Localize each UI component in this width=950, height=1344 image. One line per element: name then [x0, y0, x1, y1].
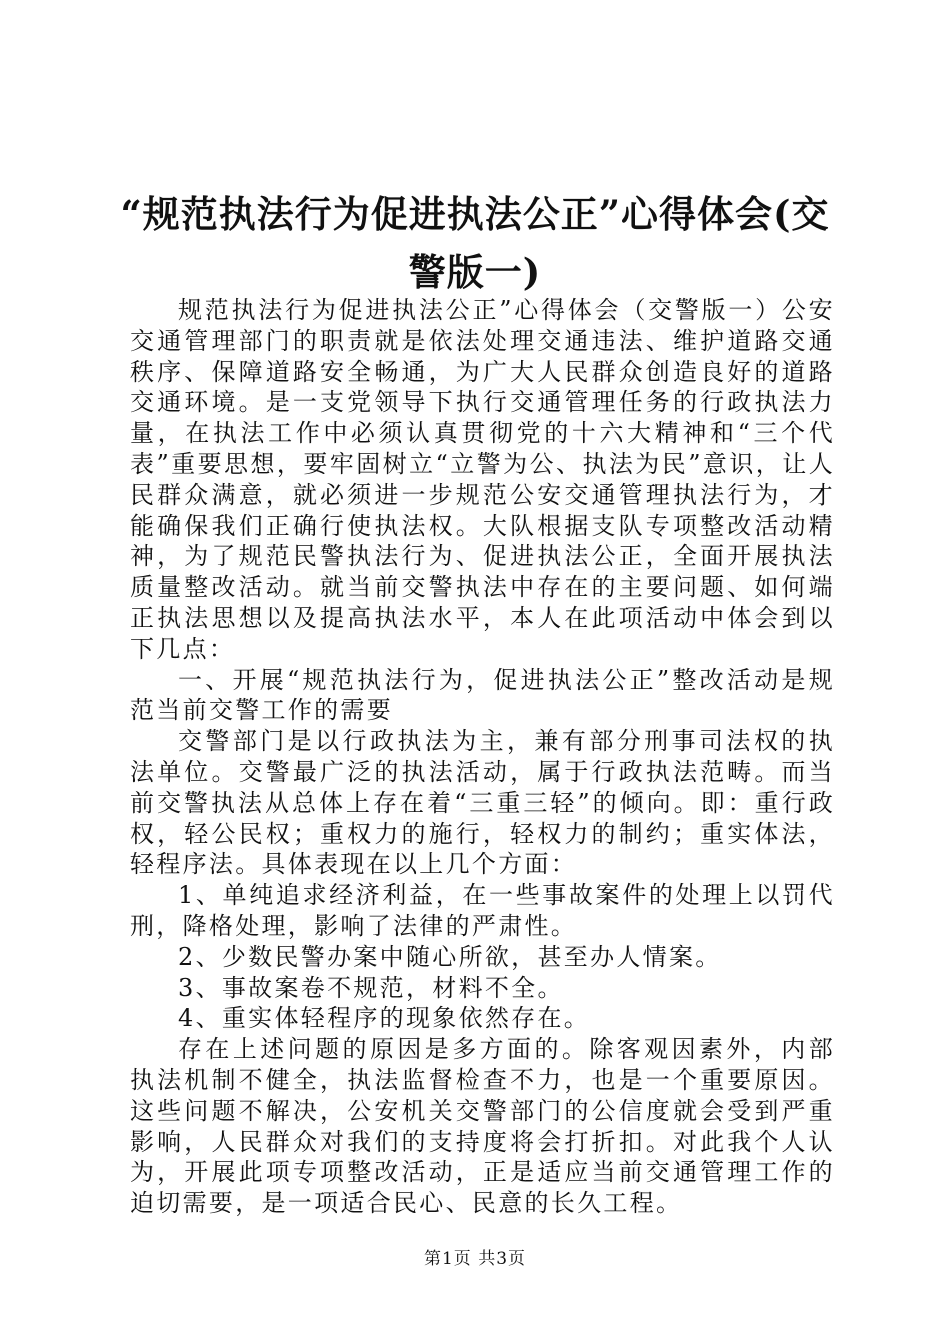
list-item-2: 2、少数民警办案中随心所欲，甚至办人情案。: [178, 942, 722, 971]
page-title: “规范执法行为促进执法公正”心得体会(交警版一): [120, 192, 830, 294]
body-paragraph-intro: 规范执法行为促进执法公正”心得体会（交警版一）公安交通管理部门的职责就是依法处理交通违法、维护道路交通秩序、保障道路安全畅通，为广大人民群众创造良好的道路交通环境。是一支党领导下执行交通管理任务的行政执法力量，在执法工作中必须认真贯彻党的十六大精神和“三个代表”重要思想，要牢固树立“立警为公、执法为民”意识，让人民群众满意，就必须进一步规范公安交通管理执法行为，才能确保我们正确行使执法权。大队根据支队专项整改活动精神，为了规范民警执法行为、促进执法公正，全面开展执法质量整改活动。就当前交警执法中存在的主要问题、如何端正执法思想以及提高执法水平，本人在此项活动中体会到以下几点：: [130, 296, 835, 663]
body-paragraph: 交警部门是以行政执法为主，兼有部分刑事司法权的执法单位。交警最广泛的执法活动，属于行政执法范畴。而当前交警执法从总体上存在着“三重三轻”的倾向。即：重行政权，轻公民权；重权力的施行，轻权力的制约；重实体法，轻程序法。具体表现在以上几个方面：: [130, 727, 835, 879]
section-heading-1: 一、开展“规范执法行为，促进执法公正”整改活动是规范当前交警工作的需要: [130, 665, 835, 725]
list-item-1: 1、单纯追求经济利益，在一些事故案件的处理上以罚代刑，降格处理，影响了法律的严肃性。: [130, 881, 835, 940]
page-number-footer: 第1页 共3页: [423, 1249, 527, 1269]
list-item-3: 3、事故案卷不规范，材料不全。: [178, 973, 564, 1002]
list-item-4: 4、重实体轻程序的现象依然存在。: [178, 1004, 591, 1033]
body-paragraph-conclusion: 存在上述问题的原因是多方面的。除客观因素外，内部执法机制不健全，执法监督检查不力，也是一个重要原因。这些问题不解决，公安机关交警部门的公信度就会受到严重影响，人民群众对我们的支持度将会打折扣。对此我个人认为，开展此项专项整改活动，正是适应当前交通管理工作的迫切需要，是一项适合民心、民意的长久工程。: [130, 1035, 835, 1218]
document-body: [130, 295, 835, 1219]
